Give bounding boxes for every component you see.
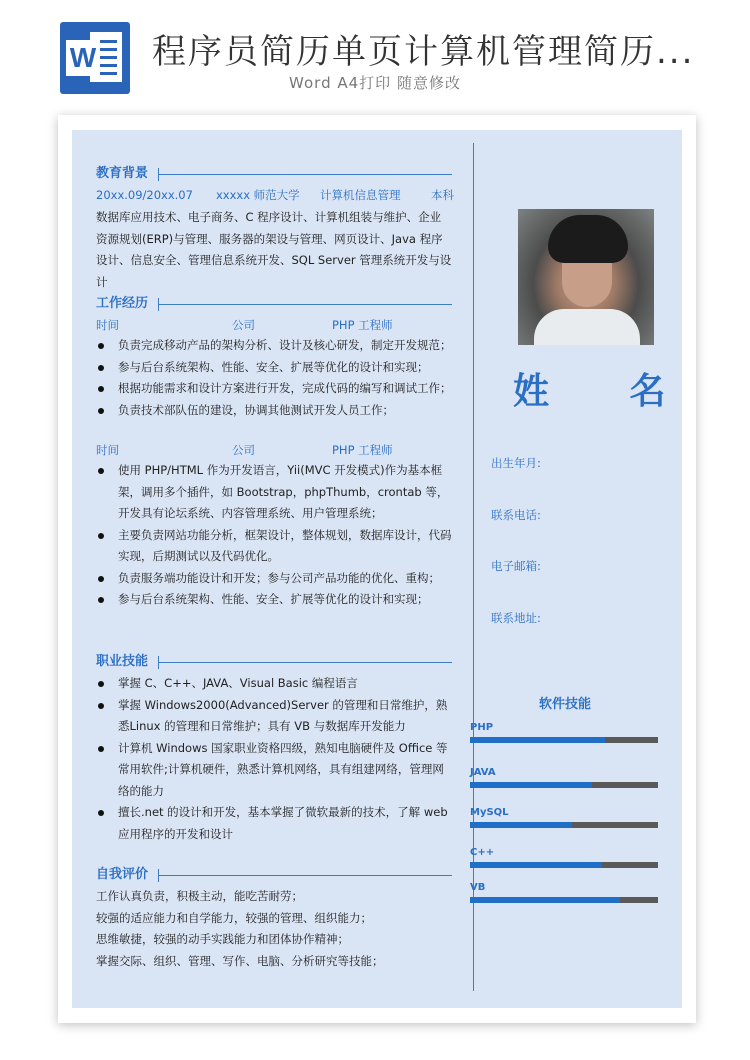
list-item: 负责服务端功能设计和开发；参与公司产品功能的优化、重构； (96, 568, 452, 590)
skill-bar (470, 737, 658, 743)
section-title: 工作经历 (96, 296, 149, 311)
skill-mysql (470, 806, 658, 828)
list-item: 主要负责网站功能分析，框架设计，整体规划，数据库设计，代码实现，后期测试以及代码优化。 (96, 525, 452, 568)
skills-section (96, 653, 452, 845)
job-position: PHP 工程师 (332, 443, 393, 457)
education-major: 计算机信息管理 (320, 188, 401, 202)
education-courses: 数据库应用技术、电子商务、C 程序设计、计算机组装与维护、企业资源规划(ERP)与管理、服务器的架设与管理、网页设计、Java 程序设计、信息安全、管理信息系统开发、SQL Server 管理系统开发与设计 (96, 210, 452, 289)
skill-java (470, 766, 658, 788)
skill-name: MySQL (470, 807, 509, 818)
self-eval-line: 思维敏捷，较强的动手实践能力和团体协作精神； (96, 932, 349, 946)
list-item: 计算机 Windows 国家职业资格四级，熟知电脑硬件及 Office 等常用软件;计算机硬件，熟悉计算机网络，具有组建网络，管理网络的能力 (96, 738, 452, 803)
list-item: 参与后台系统架构、性能、安全、扩展等优化的设计和实现； (96, 357, 452, 379)
education-row (96, 185, 452, 205)
phone-label: 联系电话: (491, 508, 541, 522)
word-icon: W (60, 22, 130, 94)
skill-level-fill (470, 897, 620, 903)
skill-vb (470, 881, 658, 903)
skill-level-fill (470, 862, 602, 868)
self-eval-line: 工作认真负责，积极主动，能吃苦耐劳； (96, 889, 303, 903)
skill-level-fill (470, 782, 592, 788)
job-company: 公司 (232, 318, 255, 332)
self-eval-line: 掌握交际、组织、管理、写作、电脑、分析研究等技能； (96, 953, 384, 968)
education-section (96, 165, 452, 293)
list-item: 掌握 Windows2000(Advanced)Server 的管理和日常维护，熟悉Linux 的管理和日常维护；具有 VB 与数据库开发能力 (96, 695, 452, 738)
education-date: 20xx.09/20xx.07 (96, 188, 193, 202)
list-item: 使用 PHP/HTML 作为开发语言，Yii(MVC 开发模式)作为基本框架，调用多个插件，如 Bootstrap，phpThumb，crontab 等，开发具有论坛系统、内容管理系统、用户管理系统； (96, 460, 452, 525)
resume-page (58, 115, 700, 1023)
skill-bar (470, 782, 658, 788)
skill-level-fill (470, 737, 605, 743)
skill-php (470, 721, 658, 743)
skill-name: VB (470, 882, 486, 893)
job-header (96, 315, 452, 335)
skill-bar (470, 822, 658, 828)
skill-name: PHP (470, 722, 494, 733)
list-item: 擅长.net 的设计和开发，基本掌握了微软最新的技术，了解 web应用程序的开发和设计 (96, 802, 452, 845)
list-item: 根据功能需求和设计方案进行开发，完成代码的编写和调试工作； (96, 378, 452, 400)
self-eval-section (96, 866, 452, 972)
skill-name: JAVA (470, 767, 496, 778)
job-header (96, 440, 452, 460)
self-eval-line: 较强的适应能力和自学能力，较强的管理、组织能力； (96, 910, 372, 925)
job-time: 时间 (96, 443, 119, 457)
section-title: 教育背景 (96, 166, 149, 181)
education-degree: 本科 (431, 188, 454, 202)
document-subtitle: Word A4打印 随意修改 (289, 74, 461, 92)
document-header (0, 0, 750, 105)
address-label: 联系地址: (491, 611, 541, 625)
skills-list (96, 673, 452, 845)
job-company: 公司 (232, 443, 255, 457)
list-item: 掌握 C、C++、JAVA、Visual Basic 编程语言 (96, 673, 452, 695)
job-time: 时间 (96, 318, 119, 332)
candidate-name: 姓 名 (513, 371, 700, 412)
software-skills-title: 软件技能 (538, 697, 591, 712)
skill-bar (470, 862, 658, 868)
skill-name: C++ (470, 847, 495, 858)
list-item: 负责完成移动产品的架构分析、设计及核心研发，制定开发规范； (96, 335, 452, 357)
birth-label: 出生年月: (491, 456, 541, 470)
list-item: 参与后台系统架构、性能、安全、扩展等优化的设计和实现； (96, 589, 452, 611)
section-title: 自我评价 (96, 867, 149, 882)
email-label: 电子邮箱: (491, 559, 541, 573)
education-school: xxxxx 师范大学 (216, 188, 300, 202)
work-section (96, 295, 452, 611)
skill-level-fill (470, 822, 572, 828)
job-duties (96, 335, 452, 421)
list-item: 负责技术部队伍的建设，协调其他测试开发人员工作； (96, 400, 452, 422)
section-title: 职业技能 (96, 654, 149, 669)
job-position: PHP 工程师 (332, 318, 393, 332)
document-title: 程序员简历单页计算机管理简历... (152, 32, 695, 72)
skill-bar (470, 897, 658, 903)
skill-cpp (470, 846, 658, 868)
job-duties (96, 460, 452, 611)
profile-photo (518, 209, 654, 345)
